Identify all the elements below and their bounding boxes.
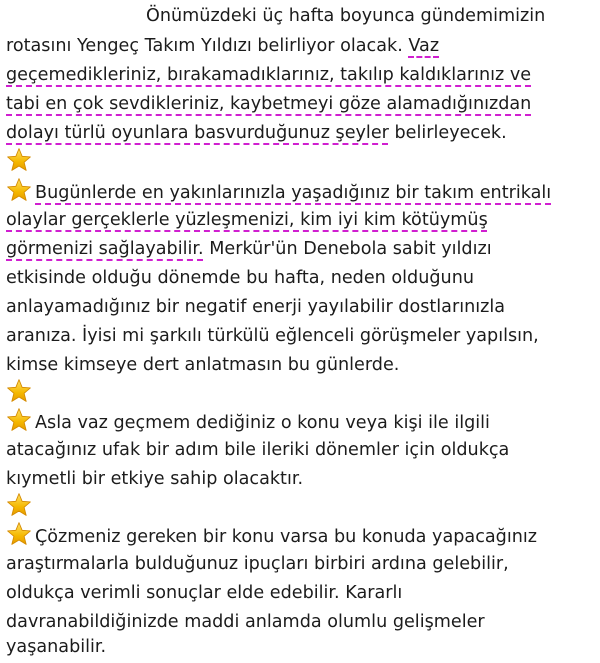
text-span: Asla vaz geçmem dediğiniz o konu veya kişi ile ilgili [35,413,490,433]
star-emoji-icon [6,492,32,518]
star-emoji-icon [6,521,32,547]
paragraph-4-line-4: davranabildiğinizde maddi anlamda olumlu gelişmeler [6,612,485,632]
star-emoji-icon [6,177,32,203]
paragraph-2-line-2: olaylar gerçeklerle yüzleşmenizi, kim iyi kim kötüymüş [6,210,488,230]
paragraph-2-line-5: anlayamadığınız bir negatif enerji yayılabilir dostlarınızla [6,297,506,317]
star-divider-2 [6,378,32,406]
star-divider-3 [6,492,32,520]
highlighted-text: dolayı türlü oyunlara basvurduğunuz şeyler [6,123,389,143]
paragraph-2-line-6: aranıza. İyisi mi şarkılı türkülü eğlenceli görüşmeler yapılsın, [6,326,539,346]
highlighted-text: Vaz [408,36,440,56]
paragraph-4-line-2: araştırmalarla bulduğunuz ipuçları birbiri ardına gelebilir, [6,554,509,574]
text-span: Çözmeniz gereken bir konu varsa bu konuda yapacağınız [35,527,537,547]
star-emoji-icon [6,147,32,173]
paragraph-2-line-7: kimse kimseye dert anlatmasın bu günlerde. [6,355,400,375]
text-span: Merkür'ün Denebola sabit yıldızı [209,239,492,259]
paragraph-1-line-2 [6,32,439,60]
paragraph-1-line-5 [6,119,507,147]
text-span: rotasını Yengeç Takım Yıldızı belirliyor olacak. [6,36,403,56]
star-divider-1 [6,147,32,175]
star-emoji-icon [6,378,32,404]
star-emoji-icon [6,407,32,433]
paragraph-4-line-5: yaşanabilir. [6,637,107,657]
text-span: belirleyecek. [394,123,507,143]
paragraph-2-line-4: etkisinde olduğu dönemde bu hafta, neden olduğunu [6,268,474,288]
paragraph-2-line-1 [6,177,551,205]
paragraph-1-line-1: Önümüzdeki üç hafta boyunca gündemimizin [146,6,546,26]
paragraph-3-line-1 [6,407,490,435]
paragraph-1-line-4: tabi en çok sevdikleriniz, kaybetmeyi göze alamadığınızdan [6,94,532,114]
paragraph-3-line-3: kıymetli bir etkiye sahip olacaktır. [6,469,304,489]
paragraph-1-line-3: geçemedikleriniz, bırakamadıklarınız, takılıp kaldıklarınız ve [6,65,532,85]
article-text [6,0,598,663]
highlighted-text: görmenizi sağlayabilir. [6,239,204,259]
paragraph-4-line-3: oldukça verimli sonuçlar elde edebilir. Kararlı [6,583,403,603]
highlighted-text: Bugünlerde en yakınlarınızla yaşadığınız bir takım entrikalı [35,183,552,203]
paragraph-3-line-2: atacağınız ufak bir adım bile ileriki dönemler için oldukça [6,440,510,460]
paragraph-2-line-3 [6,235,492,263]
paragraph-4-line-1 [6,521,537,549]
